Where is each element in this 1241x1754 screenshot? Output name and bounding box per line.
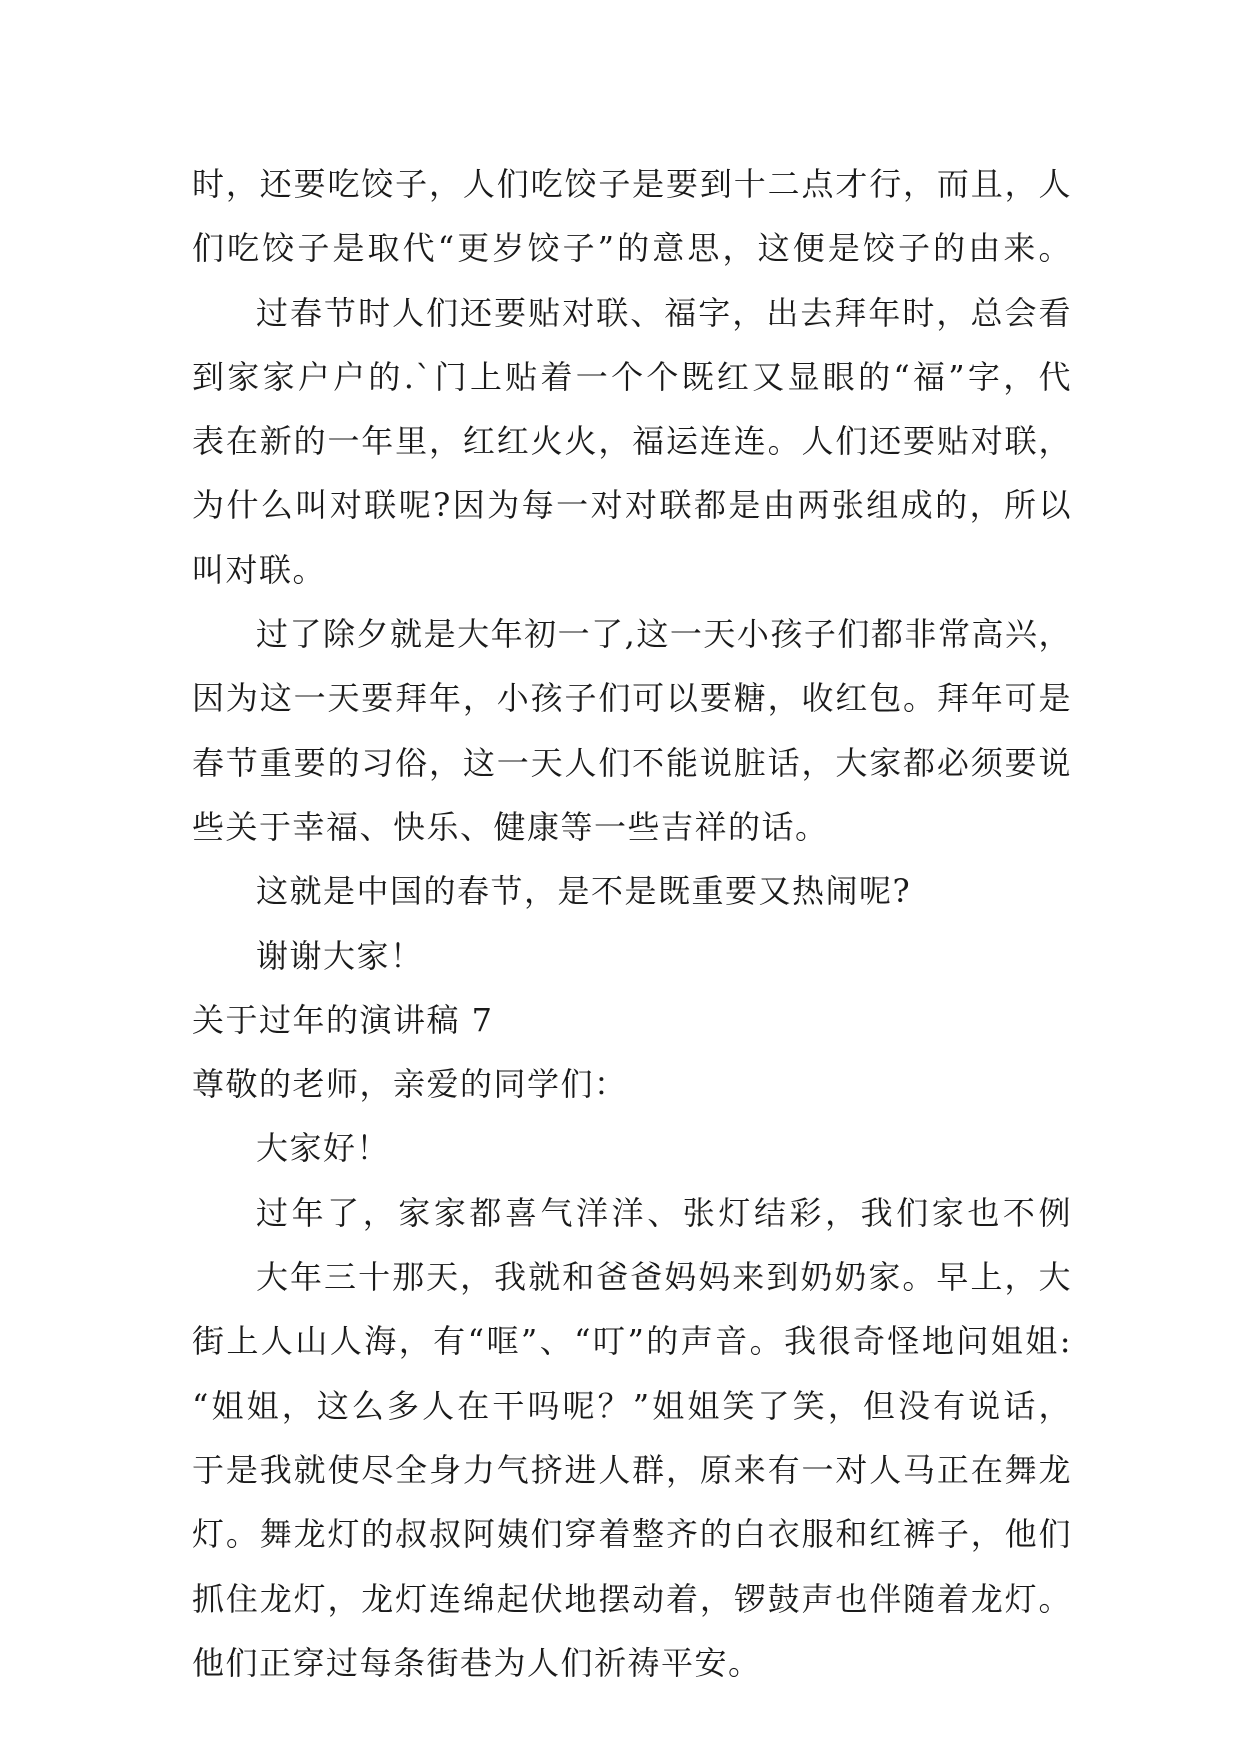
text-line: 到家家户户的.`门上贴着一个个既红又显眼的“福”字，代	[192, 357, 1072, 396]
text-line: 大年三十那天，我就和爸爸妈妈来到奶奶家。早上，大	[256, 1258, 1072, 1297]
text-line: 因为这一天要拜年，小孩子们可以要糖，收红包。拜年可是	[192, 679, 1072, 718]
text-line: 叫对联。	[192, 550, 327, 589]
text-line: 些关于幸福、快乐、健康等一些吉祥的话。	[192, 807, 829, 846]
text-line: 大家好！	[256, 1129, 391, 1168]
text-line: 谢谢大家！	[256, 936, 424, 975]
text-line: 这就是中国的春节，是不是既重要又热闹呢?	[256, 872, 912, 911]
text-line: 街上人山人海，有“哐”、“叮”的声音。我很奇怪地问姐姐:	[192, 1322, 1072, 1361]
text-line: 过春节时人们还要贴对联、福字，出去拜年时，总会看	[256, 293, 1072, 332]
text-line: “姐姐，这么多人在干吗呢？”姐姐笑了笑，但没有说话，	[192, 1386, 1072, 1425]
text-line: 过年了，家家都喜气洋洋、张灯结彩，我们家也不例	[256, 1193, 1072, 1232]
text-line: 抓住龙灯，龙灯连绵起伏地摆动着，锣鼓声也伴随着龙灯。	[192, 1579, 1072, 1618]
text-line: 于是我就使尽全身力气挤进人群，原来有一对人马正在舞龙	[192, 1450, 1072, 1489]
text-line: 春节重要的习俗，这一天人们不能说脏话，大家都必须要说	[192, 743, 1072, 782]
document-body	[192, 152, 1072, 1695]
text-line: 们吃饺子是取代“更岁饺子”的意思，这便是饺子的由来。	[192, 229, 1072, 268]
salutation: 尊敬的老师，亲爱的同学们：	[192, 1065, 628, 1104]
section-heading: 关于过年的演讲稿 7	[192, 1000, 494, 1039]
text-line: 时，还要吃饺子，人们吃饺子是要到十二点才行，而且，人	[192, 165, 1072, 203]
text-line: 过了除夕就是大年初一了,这一天小孩子们都非常高兴，	[256, 615, 1072, 654]
text-line: 为什么叫对联呢?因为每一对对联都是由两张组成的，所以	[192, 486, 1072, 525]
text-line: 灯。舞龙灯的叔叔阿姨们穿着整齐的白衣服和红裤子，他们	[192, 1515, 1072, 1554]
text-line: 表在新的一年里，红红火火，福运连连。人们还要贴对联，	[192, 422, 1072, 461]
text-line: 他们正穿过每条街巷为人们祈祷平安。	[192, 1643, 762, 1682]
